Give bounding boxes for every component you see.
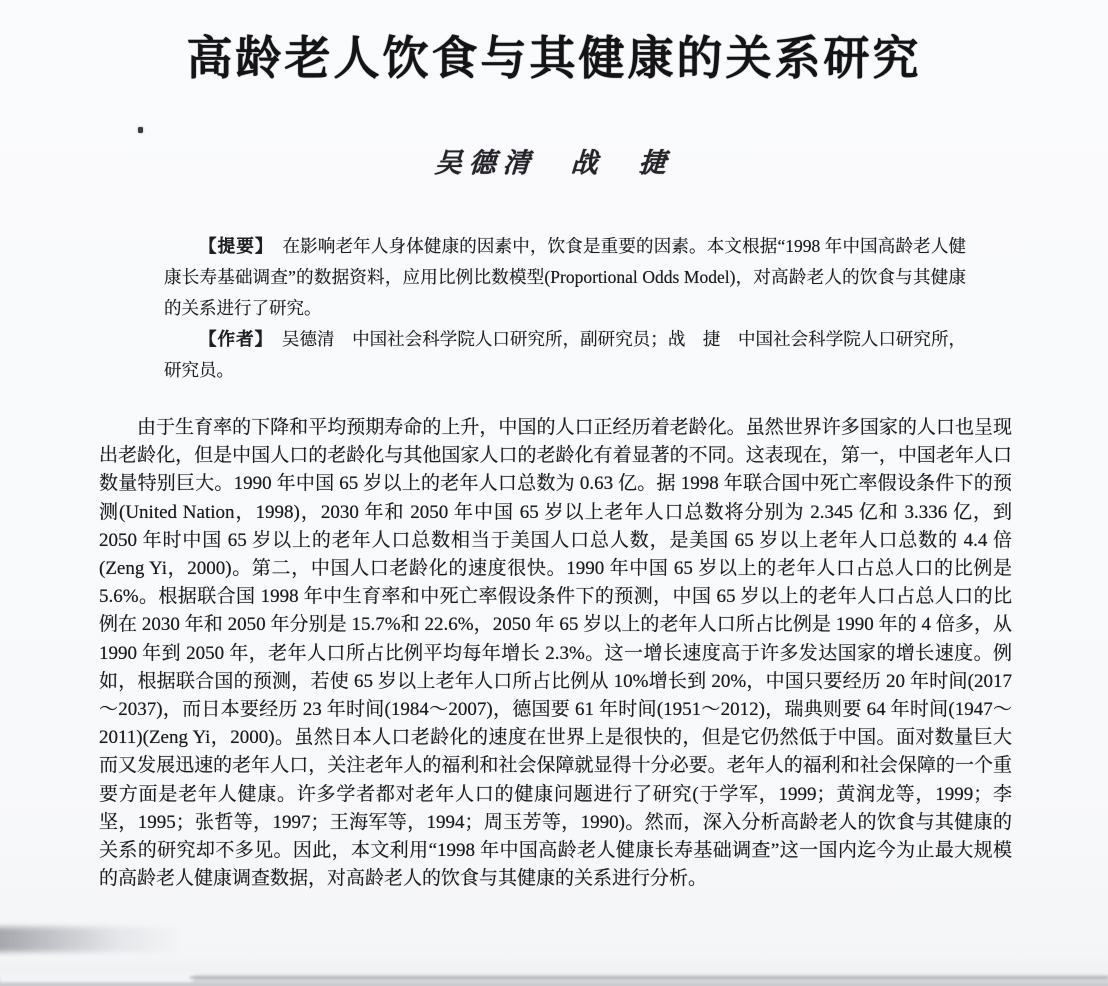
abstract-label: 【提要】 (199, 236, 274, 256)
abstract-text: 在影响老年人身体健康的因素中，饮食是重要的因素。本文根据“1998 年中国高龄老人健康长寿基础调查”的数据资料，应用比例比数模型(Proportional Odds Model)，对高龄老人的饮食与其健康的关系进行了研究。 (164, 236, 967, 318)
author-byline: 吴德清 战 捷 (434, 148, 674, 178)
abstract-paragraph (164, 231, 966, 324)
scan-smudge-artifact (0, 927, 191, 952)
abstract-section (164, 231, 966, 386)
page-bottom-shadow-line (190, 976, 1108, 979)
authors-note-text: 吴德清 中国社会科学院人口研究所，副研究员；战 捷 中国社会科学院人口研究所，研究员。 (164, 329, 967, 380)
authors-note-paragraph (164, 324, 966, 386)
scan-speck-artifact (138, 127, 143, 133)
page-bottom-corner (0, 971, 195, 982)
paper-title: 高龄老人饮食与其健康的关系研究 (186, 33, 922, 84)
body-paragraph: 由于生育率的下降和平均预期寿命的上升，中国的人口正经历着老龄化。虽然世界许多国家的人口也呈现出老龄化，但是中国人口的老龄化与其他国家人口的老龄化有着显著的不同。这表现在，第一，中国老年人口数量特别巨大。1990 年中国 65 岁以上的老年人口总数为 0.63 亿。据 1998 年联合国中死亡率假设条件下的预测(United Nation，1998)，2030 年和 2050 年中国 65 岁以上老年人口总数将分别为 2.345 亿和 3.336 亿，到 2050 年时中国 65 岁以上的老年人口总数相当于美国人口总人数，是美国 65 岁以上老年人口总数的 4.4 倍(Zeng Yi，2000)。第二，中国人口老龄化的速度很快。1990 年中国 65 岁以上的老年人口占总人口的比例是 5.6%。根据联合国 1998 年中生育率和中死亡率假设条件下的预测，中国 65 岁以上的老年人口占总人口的比例在 2030 年和 2050 年分别是 15.7%和 22.6%，2050 年 65 岁以上的老年人口所占比例是 1990 年的 4 倍多，从 1990 年到 2050 年，老年人口所占比例平均每年增长 2.3%。这一增长速度高于许多发达国家的增长速度。例如，根据联合国的预测，若使 65 岁以上老年人口所占比例从 10%增长到 20%，中国只要经历 20 年时间(2017～2037)，而日本要经历 23 年时间(1984～2007)，德国要 61 年时间(1951～2012)，瑞典则要 64 年时间(1947～2011)(Zeng Yi，2000)。虽然日本人口老龄化的速度在世界上是很快的，但是它仍然低于中国。面对数量巨大而又发展迅速的老年人口，关注老年人的福利和社会保障就显得十分必要。老年人的福利和社会保障的一个重要方面是老年人健康。许多学者都对老年人口的健康问题进行了研究(于学军，1999；黄润龙等，1999；李坚，1995；张哲等，1997；王海军等，1994；周玉芳等，1990)。然而，深入分析高龄老人的饮食与其健康的关系的研究却不多见。因此，本文利用“1998 年中国高龄老人健康长寿基础调查”这一国内迄今为止最大规模的高龄老人健康调查数据，对高龄老人的饮食与其健康的关系进行分析。 (99, 417, 1012, 890)
authors-note-label: 【作者】 (199, 329, 274, 349)
